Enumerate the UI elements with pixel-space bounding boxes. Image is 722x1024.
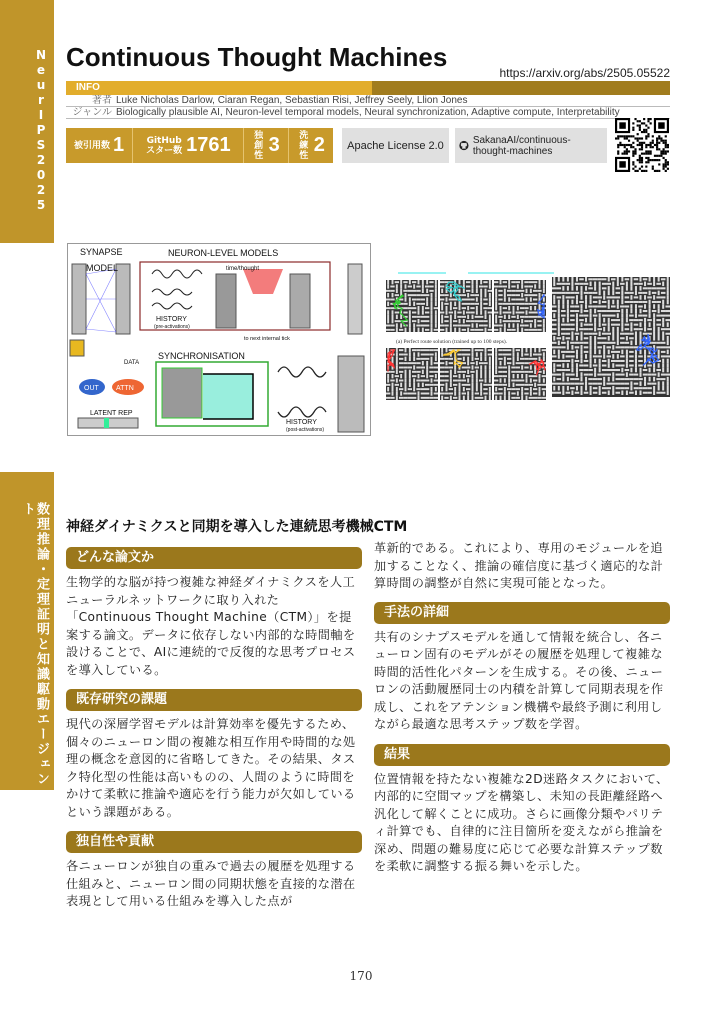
maze-caption: (a) Perfect route solution (trained up to 100 steps). <box>396 339 508 345</box>
stat-label: GitHub スター数 <box>146 135 183 156</box>
section-body-contribution-cont: 革新的である。これにより、専用のモジュールを追加することなく、推論の確信度に基づく適応的な計算時間の調整が自然に実現可能となった。 <box>374 541 664 590</box>
genre-row <box>66 107 670 119</box>
license-label: Apache License 2.0 <box>347 139 444 152</box>
github-repo-label: SakanaAI/continuous-thought-machines <box>472 134 571 157</box>
license-badge <box>342 128 449 163</box>
architecture-figure <box>67 243 371 436</box>
authors-key: 著者 <box>92 95 112 106</box>
genre-value: Biologically plausible AI, Neuron-level temporal models, Neural synchronization, Adaptive compute, Interpretability <box>116 107 620 118</box>
page-number: 170 <box>349 969 373 983</box>
conference-tab <box>0 0 54 243</box>
section-header-results: 結果 <box>374 744 670 766</box>
section-body-contribution: 各ニューロンが独自の重みで過去の履歴を処理する仕組みと、ニューロン間の同期状態を直接的な潜在表現として用いる仕組みを導入した点が <box>66 859 356 908</box>
summary-heading: 神経ダイナミクスと同期を導入した連続思考機械CTM <box>66 519 408 535</box>
section-body-overview: 生物学的な脳が持つ複雑な神経ダイナミクスを人工ニューラルネットワークに取り入れた「Continuous Thought Machine（CTM）」を提案する論文。データに依存しない内部的な時間軸を設けることで、AIに連続的で反復的な思考プロセスを導入している。 <box>66 575 356 677</box>
time-label: time/thought <box>226 266 260 272</box>
stat-value: 1761 <box>186 134 231 156</box>
section-header-prior-work: 既存研究の課題 <box>66 689 362 711</box>
section-body-method: 共有のシナプスモデルを通して情報を統合し、各ニューロン固有のモデルがその履歴を処理して複雑な時間的活性化パターンを生成する。その後、ニューロンの活動履歴同士の内積を計算して同期表現を作成し、これをアテンション機構や最終予測に利用しながら最適な思考ステップ数を学習。 <box>374 629 664 731</box>
left-column <box>66 541 362 911</box>
authors-value: Luke Nicholas Darlow, Ciaran Regan, Sebastian Risi, Jeffrey Seely, Llion Jones <box>116 95 468 106</box>
next-tick-label: to next internal tick <box>244 336 290 342</box>
stat-value: 1 <box>113 134 125 156</box>
sync-label: SYNCHRONISATION <box>158 351 245 361</box>
github-link[interactable] <box>455 128 607 163</box>
model-label: MODEL <box>86 263 119 273</box>
attn-label: ATTN <box>116 385 134 392</box>
right-column <box>374 540 670 876</box>
qr-code[interactable] <box>615 118 669 172</box>
paper-title: Continuous Thought Machines <box>66 42 448 72</box>
out-label: OUT <box>84 385 99 392</box>
section-body-results: 位置情報を持たない複雑な2D迷路タスクにおいて、内部的に空間マップを構築し、未知の長距離経路へ汎化して解くことに成功。さらに画像分類やパリティ計算でも、自律的に注目箇所を変えながら推論を深め、問題の難易度に応じて必要な計算ステップ数を柔軟に調整する振る舞いを示した。 <box>374 771 669 873</box>
section-body-prior-work: 現代の深層学習モデルは計算効率を優先するため、個々のニューロン間の複雑な相互作用や時間的な処理の概念を意図的に省略してきた。その結果、タスク特化型の性能は高いものの、人間のように時間をかけて柔軟に推論や適応を行う能力が欠如しているという課題がある。 <box>66 717 356 819</box>
originality-stat <box>244 128 289 163</box>
stat-label: 被引用数 <box>74 140 111 151</box>
sophistication-stat <box>289 128 333 163</box>
arxiv-link[interactable]: https://arxiv.org/abs/2505.05522 <box>499 66 670 80</box>
maze-figure <box>376 265 676 410</box>
info-label: INFO <box>76 82 100 93</box>
synapse-label: SYNAPSE <box>80 247 123 257</box>
post-activations-label: (post-activations) <box>286 427 325 433</box>
history-post-label: HISTORY <box>286 419 317 426</box>
history-pre-label: HISTORY <box>156 316 187 323</box>
category-label: 数理推論・定理証明と知識駆動エージェント <box>20 502 49 787</box>
category-tab <box>0 472 54 790</box>
authors-row <box>66 95 670 107</box>
stat-label: 洗練 性 <box>299 130 309 161</box>
section-header-overview: どんな論文か <box>66 547 362 569</box>
stat-value: 2 <box>313 134 325 156</box>
latent-label: LATENT REP <box>90 410 133 417</box>
section-header-method: 手法の詳細 <box>374 602 670 624</box>
citations-stat <box>66 128 133 163</box>
stat-value: 3 <box>268 134 280 156</box>
genre-key: ジャンル <box>72 107 112 118</box>
pre-activations-label: (pre-activations) <box>154 324 190 330</box>
data-label: DATA <box>124 360 140 366</box>
nlm-label: NEURON-LEVEL MODELS <box>168 248 279 258</box>
github-icon <box>459 139 469 152</box>
conference-label: NeurIPS2025 <box>34 48 48 213</box>
github-stars-stat <box>133 128 244 163</box>
stat-label: 独創 性 <box>254 130 264 161</box>
section-header-contribution: 独自性や貢献 <box>66 831 362 853</box>
info-bar <box>66 81 670 95</box>
stats-bar <box>66 128 333 163</box>
